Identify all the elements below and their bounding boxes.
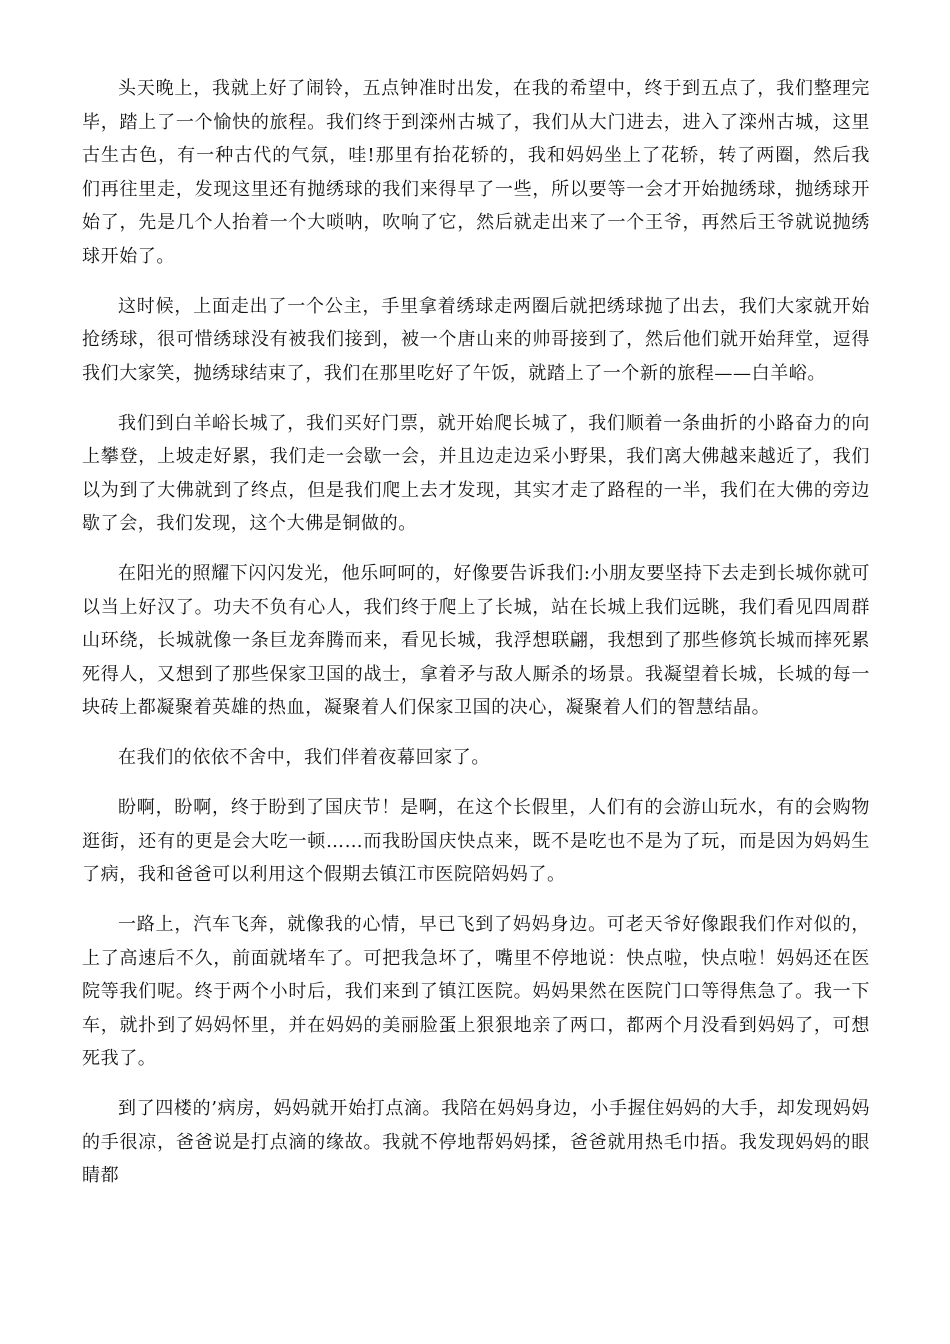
document-body xyxy=(82,72,870,1209)
paragraph-5: 在我们的依依不舍中，我们伴着夜幕回家了。 xyxy=(118,747,490,768)
paragraph-1: 头天晚上，我就上好了闹铃，五点钟准时出发，在我的希望中，终于到五点了，我们整理完毕，踏上了一个愉快的旅程。我们终于到滦州古城了，我们从大门进去，进入了滦州古城，这里古生古色，有一种古代的气氛，哇!那里有抬花轿的，我和妈妈坐上了花轿，转了两圈，然后我们再往里走，发现这里还有抛绣球的我们来得早了一些，所以要等一会才开始抛绣球，抛绣球开始了，先是几个人抬着一个大唢呐，吹响了它，然后就走出来了一个王爷，再然后王爷就说抛绣球开始了。 xyxy=(82,78,870,267)
paragraph-2: 这时候，上面走出了一个公主，手里拿着绣球走两圈后就把绣球抛了出去，我们大家就开始抢绣球，很可惜绣球没有被我们接到，被一个唐山来的帅哥接到了，然后他们就开始拜堂，逗得我们大家笑，抛绣球结束了，我们在那里吃好了午饭，就踏上了一个新的旅程——白羊峪。 xyxy=(82,295,870,384)
paragraph-7: 一路上，汽车飞奔，就像我的心情，早已飞到了妈妈身边。可老天爷好像跟我们作对似的，上了高速后不久，前面就堵车了。可把我急坏了，嘴里不停地说：快点啦，快点啦！妈妈还在医院等我们呢。终于两个小时后，我们来到了镇江医院。妈妈果然在医院门口等得焦急了。我一下车，就扑到了妈妈怀里，并在妈妈的美丽脸蛋上狠狠地亲了两口，都两个月没看到妈妈了，可想死我了。 xyxy=(82,914,870,1069)
paragraph-6: 盼啊，盼啊，终于盼到了国庆节！是啊，在这个长假里，人们有的会游山玩水，有的会购物逛街，还有的更是会大吃一顿……而我盼国庆快点来，既不是吃也不是为了玩，而是因为妈妈生了病，我和爸爸可以利用这个假期去镇江市医院陪妈妈了。 xyxy=(82,797,870,885)
paragraph-8: 到了四楼的’病房，妈妈就开始打点滴。我陪在妈妈身边，小手握住妈妈的大手，却发现妈妈的手很凉，爸爸说是打点滴的缘故。我就不停地帮妈妈揉，爸爸就用热毛巾捂。我发现妈妈的眼睛都 xyxy=(82,1098,870,1186)
paragraph-3: 我们到白羊峪长城了，我们买好门票，就开始爬长城了，我们顺着一条曲折的小路奋力的向上攀登，上坡走好累，我们走一会歇一会，并且边走边采小野果，我们离大佛越来越近了，我们以为到了大佛就到了终点，但是我们爬上去才发现，其实才走了路程的一半，我们在大佛的旁边歇了会，我们发现，这个大佛是铜做的。 xyxy=(82,412,870,534)
paragraph-4: 在阳光的照耀下闪闪发光，他乐呵呵的，好像要告诉我们:小朋友要坚持下去走到长城你就可以当上好汉了。功夫不负有心人，我们终于爬上了长城，站在长城上我们远眺，我们看见四周群山环绕，长城就像一条巨龙奔腾而来，看见长城，我浮想联翩，我想到了那些修筑长城而摔死累死得人，又想到了那些保家卫国的战士，拿着矛与敌人厮杀的场景。我凝望着长城，长城的每一块砖上都凝聚着英雄的热血，凝聚着人们保家卫国的决心，凝聚着人们的智慧结晶。 xyxy=(82,563,870,718)
